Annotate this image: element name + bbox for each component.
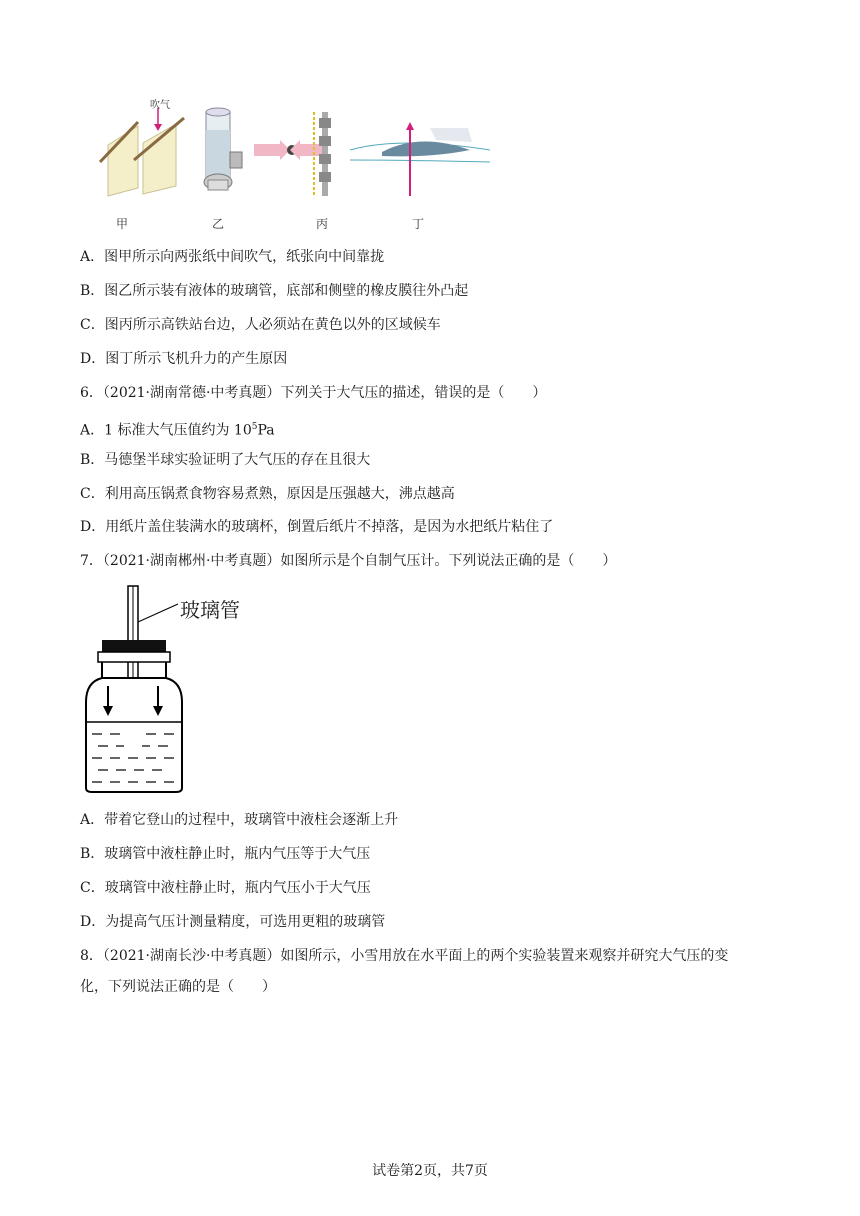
q6-option-b: B．马德堡半球实验证明了大气压的存在且很大 [80,452,371,468]
figure-top [0,0,860,240]
figure-annotation-blow: 吹气 [150,100,170,111]
q6-stem: 6．（2021·湖南常德·中考真题）下列关于大气压的描述，错误的是（ ） [80,385,547,401]
figure-jia [100,108,184,196]
q8-stem-line1: 8．（2021·湖南长沙·中考真题）如图所示，小雪用放在水平面上的两个实验装置来观察并研究大气压的变 [80,948,729,964]
q6-option-d: D．用纸片盖住装满水的玻璃杯，倒置后纸片不掉落，是因为水把纸片粘住了 [80,519,554,535]
q6-option-a-prefix: A．1 标准大气压值约为 10 [80,422,252,439]
figure-label-yi: 乙 [212,217,225,231]
q5-option-b: B．图乙所示装有液体的玻璃管，底部和侧壁的橡皮膜往外凸起 [80,283,469,299]
barometer-label: 玻璃管 [180,598,240,622]
figure-ding [350,122,490,196]
q5-option-d: D．图丁所示飞机升力的产生原因 [80,351,288,367]
q7-stem: 7．（2021·湖南郴州·中考真题）如图所示是个自制气压计。下列说法正确的是（ ） [80,553,617,569]
figure-bing [254,112,331,196]
page-footer: 试卷第2页，共7页 [372,1163,488,1179]
figure-label-bing: 丙 [316,217,329,231]
q5-option-c: C．图丙所示高铁站台边，人必须站在黄色以外的区域候车 [80,317,441,333]
q8-stem-line2: 化，下列说法正确的是（ ） [80,979,276,995]
figure-yi [204,108,242,190]
q7-option-b: B．玻璃管中液柱静止时，瓶内气压等于大气压 [80,846,371,862]
q5-option-a: A．图甲所示向两张纸中间吹气，纸张向中间靠拢 [80,249,385,265]
q6-option-c: C．利用高压锅煮食物容易煮熟，原因是压强越大，沸点越高 [80,486,455,502]
q6-option-a-unit: Pa [257,422,275,439]
q7-option-a: A．带着它登山的过程中，玻璃管中液柱会逐渐上升 [80,812,399,828]
q6-option-a-exponent: 5 [251,422,258,432]
figure-label-ding: 丁 [412,217,425,231]
figure-barometer [78,582,278,802]
q7-option-c: C．玻璃管中液柱静止时，瓶内气压小于大气压 [80,880,371,896]
q6-option-a [80,417,275,441]
figure-label-jia: 甲 [116,217,129,231]
q7-option-d: D．为提高气压计测量精度，可选用更粗的玻璃管 [80,914,386,930]
